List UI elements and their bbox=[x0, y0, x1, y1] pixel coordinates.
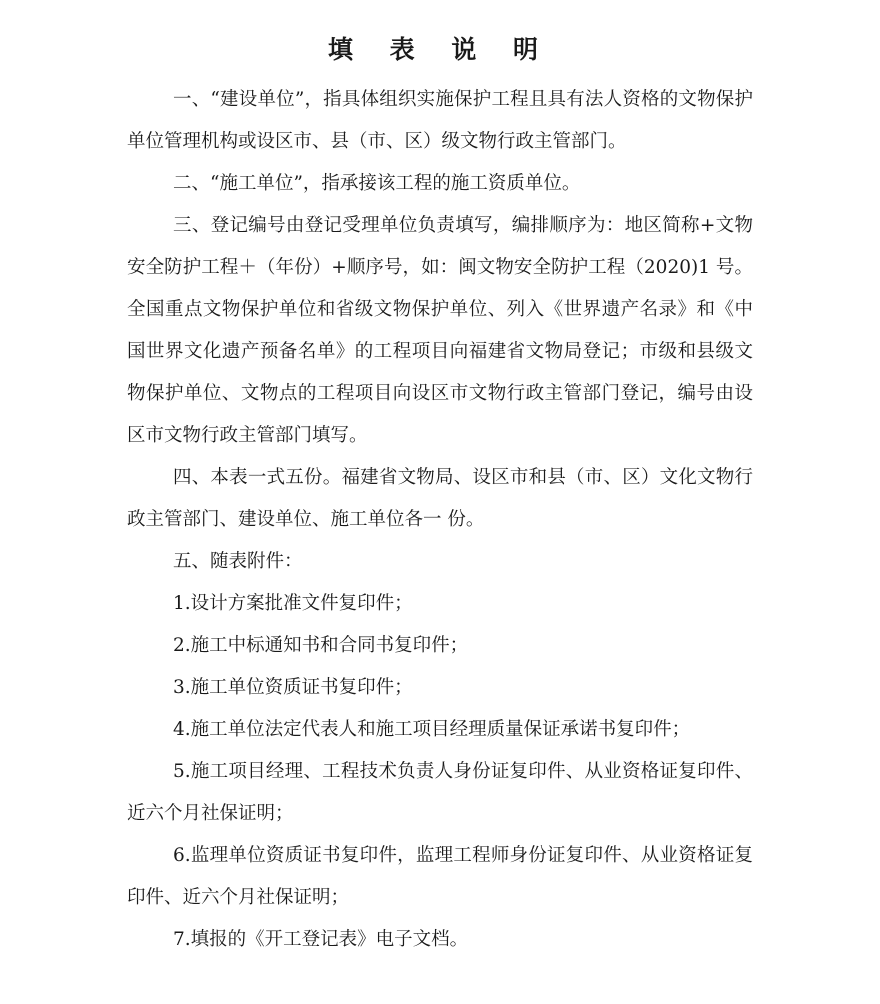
attachment-item: 7.填报的《开工登记表》电子文档。 bbox=[173, 929, 469, 950]
attachment-item: 6.监理单位资质证书复印件，监理工程师身份证复印件、从业资格证复印件、近六个月社保证明； bbox=[127, 845, 753, 908]
paragraph-copies: 四、本表一式五份。福建省文物局、设区市和县（市、区）文化文物行政主管部门、建设单位、施工单位各一 份。 bbox=[127, 467, 753, 530]
attachment-item: 4.施工单位法定代表人和施工项目经理质量保证承诺书复印件； bbox=[173, 719, 691, 740]
page-title: 填 表 说 明 bbox=[327, 35, 553, 64]
attachment-item: 2.施工中标通知书和合同书复印件； bbox=[173, 635, 469, 656]
paragraph-attachments-heading: 五、随表附件： bbox=[173, 551, 303, 572]
paragraph-registration-number: 三、登记编号由登记受理单位负责填写，编排顺序为：地区简称+文物安全防护工程＋（年份）+顺序号，如：闽文物安全防护工程（2020)1 号。全国重点文物保护单位和省级文物保护单位、列入《世界遗产名录》和《中国世界文化遗产预备名单》的工程项目向福建省文物局登记；市级和县级文物保护单位、文物点的工程项目向设区市文物行政主管部门登记，编号由设区市文物行政主管部门填写。 bbox=[127, 215, 753, 446]
attachment-item: 5.施工项目经理、工程技术负责人身份证复印件、从业资格证复印件、近六个月社保证明； bbox=[127, 761, 753, 824]
paragraph-construction-contractor: 二、“施工单位”，指承接该工程的施工资质单位。 bbox=[173, 173, 581, 194]
attachment-item: 3.施工单位资质证书复印件； bbox=[173, 677, 413, 698]
attachment-item: 1.设计方案批准文件复印件； bbox=[173, 593, 413, 614]
paragraph-construction-unit: 一、“建设单位”，指具体组织实施保护工程且具有法人资格的文物保护单位管理机构或设区市、县（市、区）级文物行政主管部门。 bbox=[127, 89, 753, 152]
